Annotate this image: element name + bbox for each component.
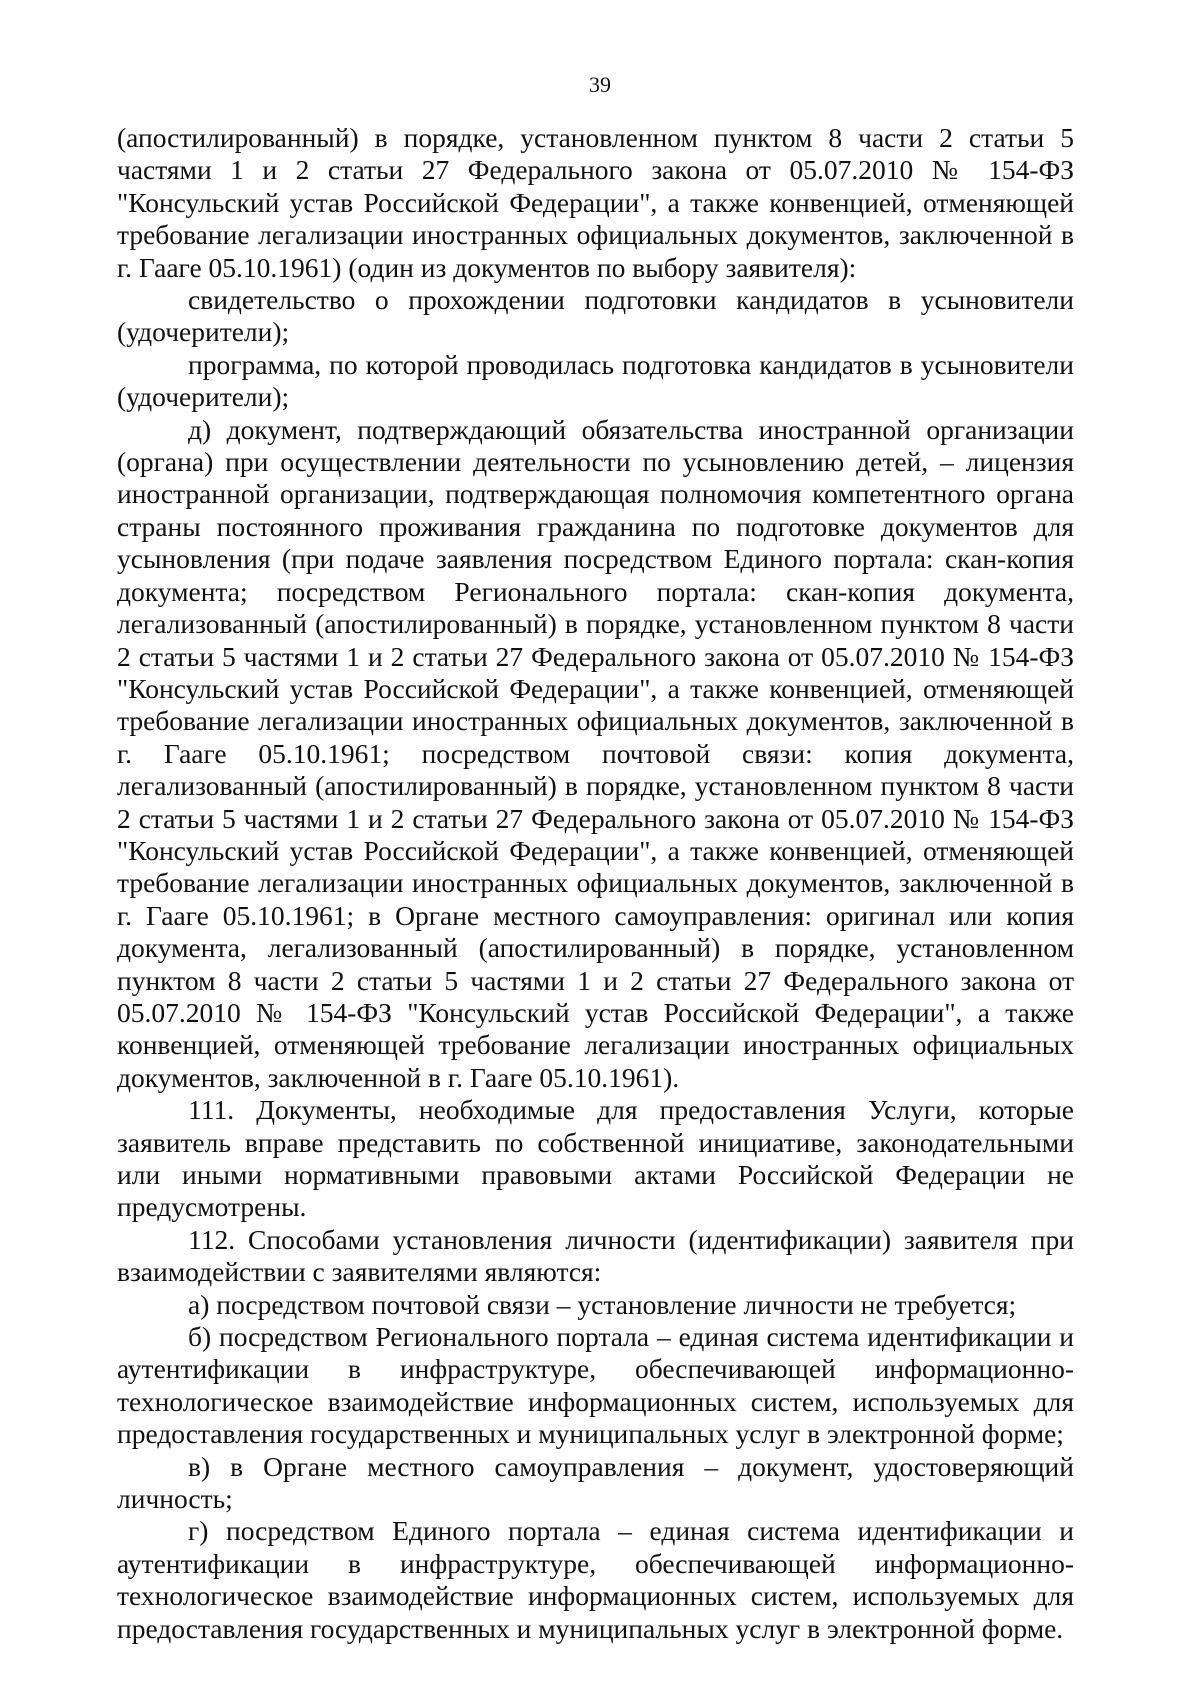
- paragraph-item-b: б) посредством Регионального портала – единая система идентификации и аутентификации в инфраструктуре, обеспечивающей информационно-технологическое взаимодействие информационных систем, используемых для предоставления государственных и муниципальных услуг в электронной форме;: [117, 1321, 1074, 1450]
- paragraph-program: программа, по которой проводилась подготовка кандидатов в усыновители (удочерители);: [117, 348, 1074, 413]
- paragraph-continuation: (апостилированный) в порядке, установленном пунктом 8 части 2 статьи 5 частями 1 и 2 статьи 27 Федерального закона от 05.07.2010 № 154-ФЗ "Консульский устав Российской Федерации", а также конвенцией, отменяющей требование легализации иностранных официальных документов, заключенной в г. Гааге 05.10.1961) (один из документов по выбору заявителя):: [117, 122, 1074, 283]
- paragraph-certificate: свидетельство о прохождении подготовки кандидатов в усыновители (удочерители);: [117, 284, 1074, 348]
- paragraph-item-v: в) в Органе местного самоуправления – документ, удостоверяющий личность;: [117, 1450, 1074, 1515]
- page-number: 39: [589, 72, 611, 97]
- paragraph-item-d: д) документ, подтверждающий обязательства иностранной организации (органа) при осуществлении деятельности по усыновлению детей, – лицензия иностранной организации, подтверждающая полномочия компетентного органа страны постоянного проживания гражданина по подготовке документов для усыновления (при подаче заявления посредством Единого портала: скан-копия документа; посредством Регионального портала: скан-копия документа, легализованный (апостилированный) в порядке, установленном пунктом 8 части 2 статьи 5 частями 1 и 2 статьи 27 Федерального закона от 05.07.2010 № 154-ФЗ "Консульский устав Российской Федерации", а также конвенцией, отменяющей требование легализации иностранных официальных документов, заключенной в г. Гааге 05.10.1961; посредством почтовой связи: копия документа, легализованный (апостилированный) в порядке, установленном пунктом 8 части 2 статьи 5 частями 1 и 2 статьи 27 Федерального закона от 05.07.2010 № 154-ФЗ "Консульский устав Российской Федерации", а также конвенцией, отменяющей требование легализации иностранных официальных документов, заключенной в г. Гааге 05.10.1961; в Органе местного самоуправления: оригинал или копия документа, легализованный (апостилированный) в порядке, установленном пунктом 8 части 2 статьи 5 частями 1 и 2 статьи 27 Федерального закона от 05.07.2010 № 154-ФЗ "Консульский устав Российской Федерации", а также конвенцией, отменяющей требование легализации иностранных официальных документов, заключенной в г. Гааге 05.10.1961).: [117, 413, 1074, 1093]
- paragraph-112: 112. Способами установления личности (идентификации) заявителя при взаимодействии с заявителями являются:: [117, 1223, 1074, 1288]
- paragraph-111: 111. Документы, необходимые для предоставления Услуги, которые заявитель вправе представить по собственной инициативе, законодательными или иными нормативными правовыми актами Российской Федерации не предусмотрены.: [117, 1094, 1074, 1223]
- document-body: [117, 122, 1074, 1645]
- paragraph-item-g: г) посредством Единого портала – единая система идентификации и аутентификации в инфраструктуре, обеспечивающей информационно-технологическое взаимодействие информационных систем, используемых для предоставления государственных и муниципальных услуг в электронной форме.: [117, 1515, 1074, 1644]
- paragraph-item-a: а) посредством почтовой связи – установление личности не требуется;: [188, 1288, 1017, 1320]
